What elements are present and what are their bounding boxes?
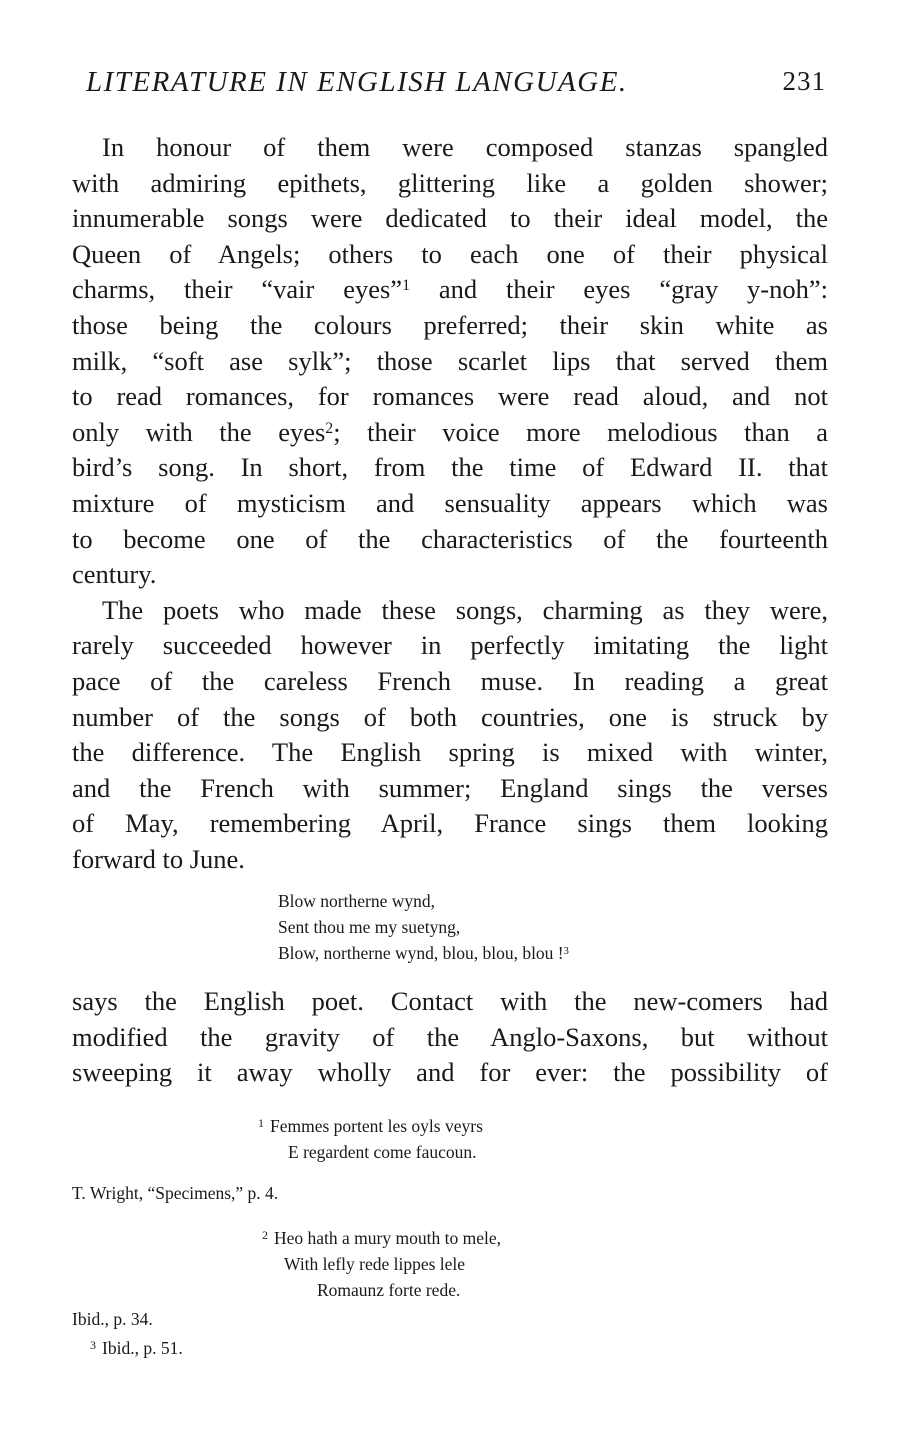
text-fragment: only with the eyes (72, 416, 326, 447)
text-line: pace of the careless French muse. In reading a great (72, 665, 828, 696)
text-line: modified the gravity of the Anglo-Saxons, but without (72, 1021, 828, 1052)
text-line: those being the colours preferred; their skin white as (72, 309, 828, 340)
text-line: to become one of the characteristics of the fourteenth (72, 523, 828, 554)
footnote-ref-3: 3 (563, 945, 569, 957)
text-line: and the French with summer; England sings the verses (72, 772, 828, 803)
text-line: to read romances, for romances were read aloud, and not (72, 381, 828, 412)
footnote-line (262, 1222, 501, 1251)
text-line: Queen of Angels; others to each one of their physical (72, 238, 828, 269)
text-line: In honour of them were composed stanzas spangled (102, 132, 828, 162)
footnote-source: T. Wright, “Specimens,” p. 4. (72, 1183, 279, 1203)
footnote-3 (90, 1332, 183, 1361)
footnote-2-source (72, 1306, 153, 1332)
footnote-line (90, 1332, 183, 1361)
paragraph-1 (72, 130, 828, 593)
text-line (72, 272, 828, 308)
paragraph-2 (72, 593, 828, 878)
text-line: the difference. The English spring is mixed with winter, (72, 737, 828, 768)
footnote-source: Ibid., p. 34. (72, 1309, 153, 1329)
text-line: century. (72, 559, 157, 590)
verse-line (278, 940, 569, 966)
footnote-source: Ibid., p. 51. (102, 1338, 183, 1358)
footnote-mark: 2 (262, 1228, 268, 1242)
footnote-ref-2: 2 (325, 419, 334, 437)
footnote-line (258, 1110, 483, 1139)
text-line: mixture of mysticism and sensuality appears which was (72, 487, 828, 518)
text-line: The poets who made these songs, charming as they were, (102, 594, 828, 625)
page-header (86, 66, 826, 106)
verse-line: Sent thou me my suetyng, (278, 917, 461, 937)
text-line: sweeping it away wholly and for ever: the possibility of (72, 1057, 828, 1088)
text-line: number of the songs of both countries, one is struck by (72, 701, 828, 732)
text-line (72, 415, 828, 451)
text-line: says the English poet. Contact with the new-comers had (72, 986, 828, 1016)
text-line: rarely succeeded however in perfectly imitating the light (72, 630, 828, 661)
footnote-mark: 1 (258, 1116, 264, 1130)
text-line: innumerable songs were dedicated to their ideal model, the (72, 203, 828, 234)
text-fragment: charms, their “vair eyes” (72, 274, 403, 305)
text-fragment: Femmes portent les oyls veyrs (270, 1116, 483, 1136)
verse-quotation (278, 888, 569, 966)
page-number: 231 (782, 66, 826, 96)
text-fragment: ; their voice more melodious than a (333, 416, 829, 447)
running-title: LITERATURE IN ENGLISH LANGUAGE. (86, 66, 628, 98)
footnote-line: With lefly rede lippes lele (284, 1254, 466, 1274)
verse-line: Blow northerne wynd, (278, 891, 435, 911)
paragraph-3 (72, 984, 828, 1091)
footnote-line: Romaunz forte rede. (317, 1280, 461, 1300)
text-line: with admiring epithets, glittering like a golden shower; (72, 167, 828, 198)
text-line: of May, remembering April, France sings them looking (72, 808, 828, 839)
text-line: milk, “soft ase sylk”; those scarlet lips that served them (72, 345, 828, 376)
text-line: bird’s song. In short, from the time of Edward II. that (72, 452, 828, 483)
text-fragment: Heo hath a mury mouth to mele, (274, 1228, 501, 1248)
footnote-mark: 3 (90, 1338, 96, 1352)
footnote-ref-1: 1 (402, 277, 411, 295)
text-fragment: Blow, northerne wynd, blou, blou, blou ! (278, 943, 564, 963)
footnote-2-verse (262, 1222, 501, 1303)
text-fragment: and their eyes “gray y-noh”: (410, 274, 828, 305)
footnote-1-verse (258, 1110, 483, 1165)
main-text (72, 130, 828, 877)
text-line: forward to June. (72, 843, 245, 874)
footnote-line: E regardent come faucoun. (288, 1142, 477, 1162)
footnote-1-source (72, 1180, 278, 1206)
